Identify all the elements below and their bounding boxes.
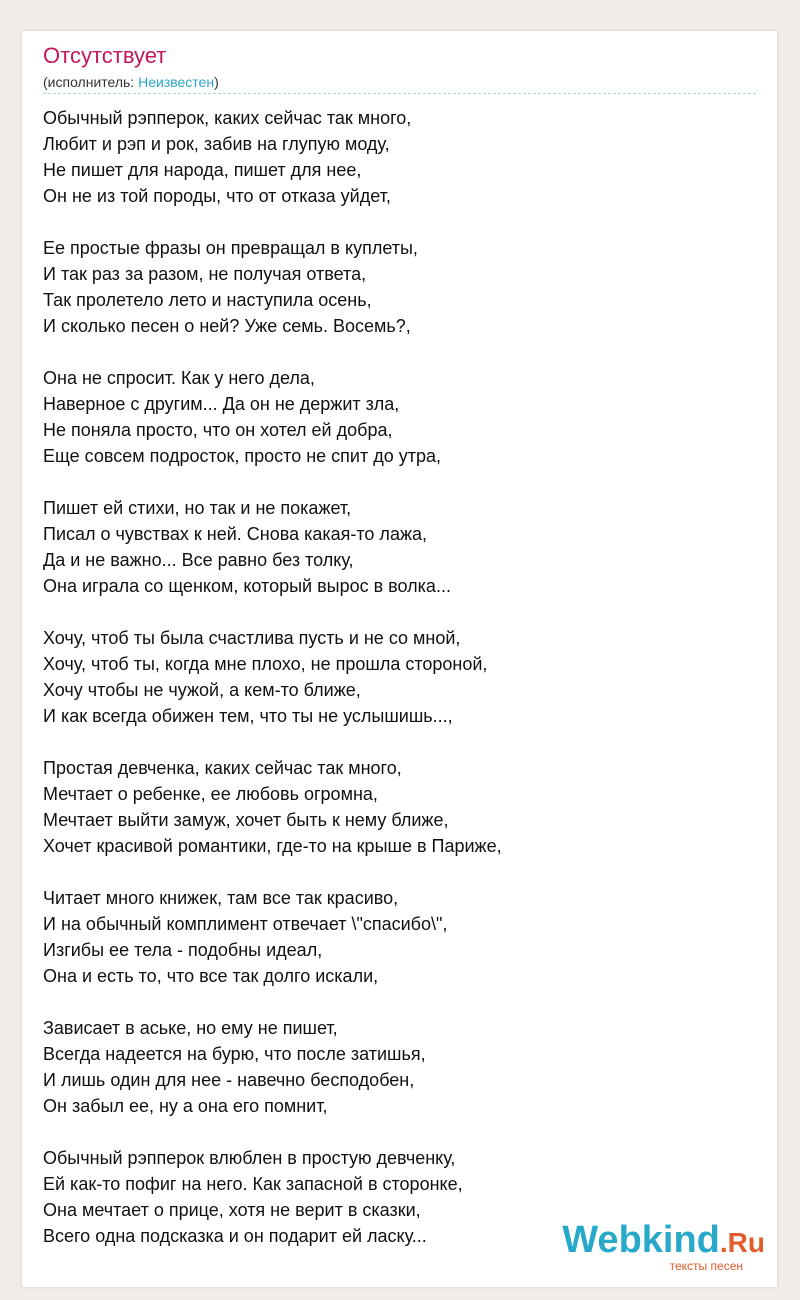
- lyrics-stanza: [43, 1015, 758, 1119]
- lyrics-stanza: [43, 365, 758, 469]
- lyrics-line: Да и не важно... Все равно без толку,: [43, 550, 354, 570]
- lyrics-line: Не поняла просто, что он хотел ей добра,: [43, 420, 393, 440]
- lyrics-line: Хочу, чтоб ты была счастлива пусть и не со мной,: [43, 628, 461, 648]
- lyrics-body: [43, 105, 758, 1275]
- lyrics-line: Еще совсем подросток, просто не спит до утра,: [43, 446, 442, 466]
- lyrics-line: Всего одна подсказка и он подарит ей ласку...: [43, 1226, 427, 1246]
- lyrics-line: Пишет ей стихи, но так и не покажет,: [43, 498, 352, 518]
- artist-suffix: ): [214, 74, 219, 90]
- lyrics-stanza: [43, 105, 758, 209]
- lyrics-line: И так раз за разом, не получая ответа,: [43, 264, 367, 284]
- lyrics-line: Мечтает выйти замуж, хочет быть к нему ближе,: [43, 810, 449, 830]
- lyrics-line: И лишь один для нее - навечно бесподобен,: [43, 1070, 415, 1090]
- artist-line: [43, 73, 219, 91]
- lyrics-line: Зависает в аське, но ему не пишет,: [43, 1018, 338, 1038]
- lyrics-stanza: [43, 885, 758, 989]
- lyrics-line: Наверное с другим... Да он не держит зла,: [43, 394, 400, 414]
- lyrics-stanza: [43, 755, 758, 859]
- lyrics-line: Хочу, чтоб ты, когда мне плохо, не прошла стороной,: [43, 654, 488, 674]
- lyrics-line: Любит и рэп и рок, забив на глупую моду,: [43, 134, 390, 154]
- lyrics-line: Она не спросит. Как у него дела,: [43, 368, 315, 388]
- lyrics-card: [21, 30, 778, 1288]
- lyrics-stanza: [43, 235, 758, 339]
- title-divider: [43, 93, 756, 94]
- logo-tagline: тексты песен: [669, 1259, 743, 1273]
- lyrics-line: Обычный рэпперок, каких сейчас так много,: [43, 108, 412, 128]
- lyrics-line: Она и есть то, что все так долго искали,: [43, 966, 379, 986]
- lyrics-line: Ей как-то пофиг на него. Как запасной в сторонке,: [43, 1174, 463, 1194]
- lyrics-line: И сколько песен о ней? Уже семь. Восемь?,: [43, 316, 411, 336]
- artist-link[interactable]: Неизвестен: [138, 74, 215, 90]
- lyrics-stanza: [43, 495, 758, 599]
- logo-tld: .Ru: [719, 1227, 765, 1258]
- logo-wordmark: [562, 1221, 765, 1262]
- lyrics-line: Обычный рэпперок влюблен в простую девченку,: [43, 1148, 456, 1168]
- lyrics-line: Изгибы ее тела - подобны идеал,: [43, 940, 323, 960]
- lyrics-line: Ее простые фразы он превращал в куплеты,: [43, 238, 418, 258]
- lyrics-line: Он забыл ее, ну а она его помнит,: [43, 1096, 328, 1116]
- lyrics-line: Хочу чтобы не чужой, а кем-то ближе,: [43, 680, 361, 700]
- lyrics-line: Так пролетело лето и наступила осень,: [43, 290, 372, 310]
- lyrics-line: И на обычный комплимент отвечает \"спасибо\",: [43, 914, 448, 934]
- lyrics-line: Хочет красивой романтики, где-то на крыше в Париже,: [43, 836, 502, 856]
- lyrics-line: Не пишет для народа, пишет для нее,: [43, 160, 362, 180]
- lyrics-line: Писал о чувствах к ней. Снова какая-то лажа,: [43, 524, 428, 544]
- lyrics-line: И как всегда обижен тем, что ты не услышишь...,: [43, 706, 453, 726]
- artist-prefix: (исполнитель:: [43, 74, 139, 90]
- site-logo[interactable]: [562, 1221, 765, 1273]
- lyrics-line: Читает много книжек, там все так красиво,: [43, 888, 399, 908]
- lyrics-stanza: [43, 625, 758, 729]
- lyrics-line: Она мечтает о прице, хотя не верит в сказки,: [43, 1200, 421, 1220]
- lyrics-line: Он не из той породы, что от отказа уйдет,: [43, 186, 391, 206]
- lyrics-line: Она играла со щенком, который вырос в волка...: [43, 576, 451, 596]
- lyrics-line: Мечтает о ребенке, ее любовь огромна,: [43, 784, 378, 804]
- logo-name: Webkind: [562, 1219, 720, 1261]
- song-title: Отсутствует: [43, 43, 167, 68]
- lyrics-line: Простая девченка, каких сейчас так много,: [43, 758, 402, 778]
- lyrics-line: Всегда надеется на бурю, что после затишья,: [43, 1044, 426, 1064]
